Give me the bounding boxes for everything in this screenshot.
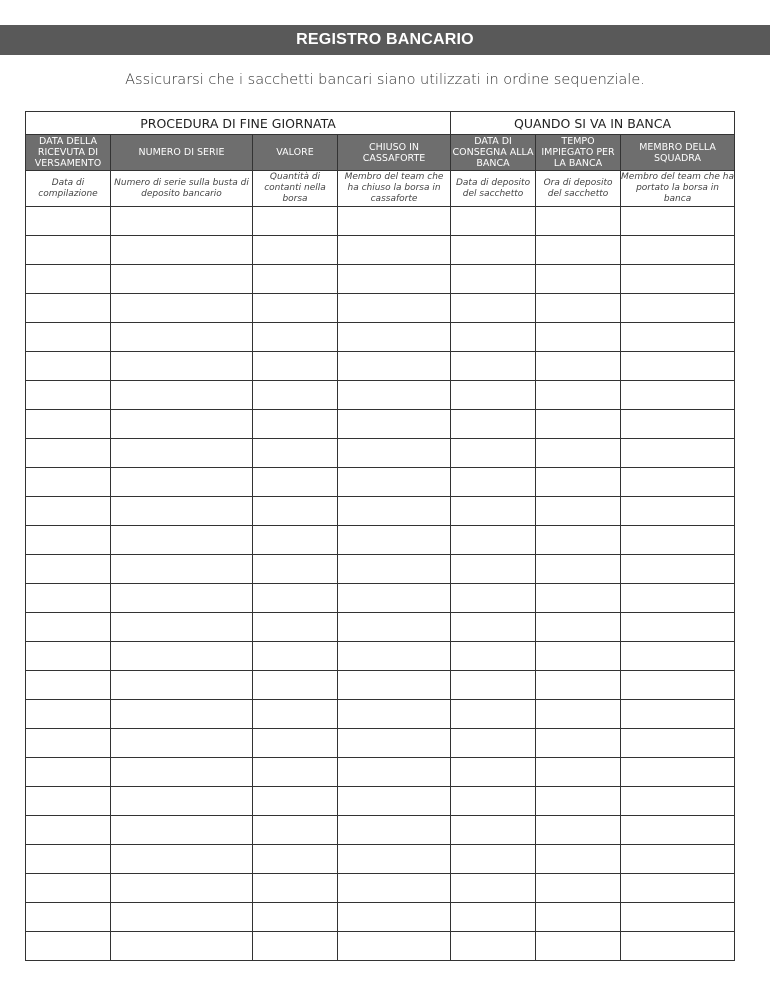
- column-header-value: VALORE: [253, 135, 338, 171]
- entry-cell[interactable]: [536, 845, 621, 874]
- entry-cell[interactable]: [536, 932, 621, 961]
- entry-cell[interactable]: [111, 207, 253, 236]
- entry-cell[interactable]: [621, 932, 735, 961]
- entry-cell[interactable]: [26, 642, 111, 671]
- entry-cell[interactable]: [26, 439, 111, 468]
- entry-cell[interactable]: [451, 758, 536, 787]
- entry-cell[interactable]: [338, 497, 451, 526]
- entry-cell[interactable]: [621, 236, 735, 265]
- column-description: Data di compilazione: [26, 171, 111, 207]
- entry-cell[interactable]: [536, 758, 621, 787]
- table-row: [26, 903, 735, 932]
- entry-cell[interactable]: [451, 584, 536, 613]
- entry-cell[interactable]: [111, 526, 253, 555]
- entry-cell[interactable]: [338, 787, 451, 816]
- column-description: Membro del team che ha chiuso la borsa in cassaforte: [338, 171, 451, 207]
- entry-cell[interactable]: [253, 758, 338, 787]
- entry-cell[interactable]: [253, 410, 338, 439]
- entry-cell[interactable]: [26, 265, 111, 294]
- entry-cell[interactable]: [621, 729, 735, 758]
- entry-cell[interactable]: [111, 468, 253, 497]
- table-row: [26, 468, 735, 497]
- entry-cell[interactable]: [253, 787, 338, 816]
- entry-cell[interactable]: [111, 671, 253, 700]
- column-header-team-member: MEMBRO DELLA SQUADRA: [621, 135, 735, 171]
- table-body: [26, 207, 735, 961]
- entry-cell[interactable]: [451, 526, 536, 555]
- entry-cell[interactable]: [451, 729, 536, 758]
- entry-cell[interactable]: [26, 584, 111, 613]
- entry-cell[interactable]: [338, 236, 451, 265]
- group-header-row: [26, 112, 735, 135]
- entry-cell[interactable]: [253, 236, 338, 265]
- entry-cell[interactable]: [451, 816, 536, 845]
- table-row: [26, 352, 735, 381]
- entry-cell[interactable]: [338, 294, 451, 323]
- entry-cell[interactable]: [253, 584, 338, 613]
- table-row: [26, 555, 735, 584]
- column-description: Quantità di contanti nella borsa: [253, 171, 338, 207]
- entry-cell[interactable]: [536, 265, 621, 294]
- entry-cell[interactable]: [253, 642, 338, 671]
- entry-cell[interactable]: [536, 555, 621, 584]
- entry-cell[interactable]: [621, 613, 735, 642]
- entry-cell[interactable]: [451, 265, 536, 294]
- entry-cell[interactable]: [253, 816, 338, 845]
- entry-cell[interactable]: [536, 294, 621, 323]
- entry-cell[interactable]: [621, 526, 735, 555]
- entry-cell[interactable]: [26, 932, 111, 961]
- entry-cell[interactable]: [338, 526, 451, 555]
- entry-cell[interactable]: [451, 381, 536, 410]
- entry-cell[interactable]: [111, 584, 253, 613]
- table-row: [26, 613, 735, 642]
- entry-cell[interactable]: [26, 845, 111, 874]
- entry-cell[interactable]: [621, 642, 735, 671]
- table-row: [26, 845, 735, 874]
- table-row: [26, 642, 735, 671]
- entry-cell[interactable]: [451, 236, 536, 265]
- entry-cell[interactable]: [621, 352, 735, 381]
- bank-log-table: [25, 111, 735, 961]
- entry-cell[interactable]: [111, 874, 253, 903]
- entry-cell[interactable]: [111, 758, 253, 787]
- entry-cell[interactable]: [338, 729, 451, 758]
- entry-cell[interactable]: [621, 671, 735, 700]
- entry-cell[interactable]: [536, 729, 621, 758]
- entry-cell[interactable]: [621, 555, 735, 584]
- entry-cell[interactable]: [451, 323, 536, 352]
- entry-cell[interactable]: [338, 207, 451, 236]
- table-row: [26, 671, 735, 700]
- entry-cell[interactable]: [26, 352, 111, 381]
- entry-cell[interactable]: [536, 787, 621, 816]
- entry-cell[interactable]: [253, 323, 338, 352]
- entry-cell[interactable]: [26, 323, 111, 352]
- entry-cell[interactable]: [338, 352, 451, 381]
- entry-cell[interactable]: [621, 816, 735, 845]
- entry-cell[interactable]: [536, 236, 621, 265]
- entry-cell[interactable]: [111, 410, 253, 439]
- entry-cell[interactable]: [338, 468, 451, 497]
- entry-cell[interactable]: [253, 613, 338, 642]
- entry-cell[interactable]: [253, 207, 338, 236]
- entry-cell[interactable]: [451, 874, 536, 903]
- entry-cell[interactable]: [451, 497, 536, 526]
- entry-cell[interactable]: [26, 671, 111, 700]
- entry-cell[interactable]: [536, 323, 621, 352]
- table-row: [26, 526, 735, 555]
- entry-cell[interactable]: [253, 845, 338, 874]
- column-header-row: [26, 135, 735, 171]
- entry-cell[interactable]: [26, 410, 111, 439]
- entry-cell[interactable]: [253, 555, 338, 584]
- entry-cell[interactable]: [621, 700, 735, 729]
- entry-cell[interactable]: [253, 903, 338, 932]
- entry-cell[interactable]: [338, 816, 451, 845]
- column-description: Data di deposito del sacchetto: [451, 171, 536, 207]
- entry-cell[interactable]: [253, 700, 338, 729]
- entry-cell[interactable]: [111, 932, 253, 961]
- entry-cell[interactable]: [451, 932, 536, 961]
- entry-cell[interactable]: [111, 555, 253, 584]
- entry-cell[interactable]: [536, 468, 621, 497]
- entry-cell[interactable]: [536, 903, 621, 932]
- column-header-time-spent: TEMPO IMPIEGATO PER LA BANCA: [536, 135, 621, 171]
- entry-cell[interactable]: [621, 323, 735, 352]
- entry-cell[interactable]: [621, 903, 735, 932]
- entry-cell[interactable]: [451, 613, 536, 642]
- column-description: Numero di serie sulla busta di deposito bancario: [111, 171, 253, 207]
- table-row: [26, 410, 735, 439]
- entry-cell[interactable]: [536, 352, 621, 381]
- table-row: [26, 932, 735, 961]
- entry-cell[interactable]: [253, 352, 338, 381]
- entry-cell[interactable]: [26, 294, 111, 323]
- entry-cell[interactable]: [621, 497, 735, 526]
- entry-cell[interactable]: [111, 903, 253, 932]
- table-row: [26, 700, 735, 729]
- entry-cell[interactable]: [451, 410, 536, 439]
- entry-cell[interactable]: [338, 439, 451, 468]
- entry-cell[interactable]: [26, 526, 111, 555]
- entry-cell[interactable]: [536, 613, 621, 642]
- entry-cell[interactable]: [536, 642, 621, 671]
- entry-cell[interactable]: [536, 439, 621, 468]
- entry-cell[interactable]: [111, 613, 253, 642]
- group-end-of-day: PROCEDURA DI FINE GIORNATA: [26, 112, 451, 135]
- entry-cell[interactable]: [451, 294, 536, 323]
- entry-cell[interactable]: [451, 903, 536, 932]
- entry-cell[interactable]: [536, 207, 621, 236]
- column-header-serial-number: NUMERO DI SERIE: [111, 135, 253, 171]
- table-row: [26, 236, 735, 265]
- entry-cell[interactable]: [253, 671, 338, 700]
- entry-cell[interactable]: [111, 352, 253, 381]
- table-row: [26, 584, 735, 613]
- entry-cell[interactable]: [621, 584, 735, 613]
- entry-cell[interactable]: [253, 381, 338, 410]
- entry-cell[interactable]: [338, 381, 451, 410]
- entry-cell[interactable]: [536, 381, 621, 410]
- entry-cell[interactable]: [111, 497, 253, 526]
- entry-cell[interactable]: [26, 874, 111, 903]
- entry-cell[interactable]: [26, 497, 111, 526]
- entry-cell[interactable]: [536, 874, 621, 903]
- entry-cell[interactable]: [26, 816, 111, 845]
- entry-cell[interactable]: [621, 758, 735, 787]
- entry-cell[interactable]: [338, 613, 451, 642]
- entry-cell[interactable]: [621, 207, 735, 236]
- entry-cell[interactable]: [536, 700, 621, 729]
- entry-cell[interactable]: [338, 874, 451, 903]
- entry-cell[interactable]: [253, 265, 338, 294]
- entry-cell[interactable]: [338, 584, 451, 613]
- table-row: [26, 323, 735, 352]
- entry-cell[interactable]: [26, 700, 111, 729]
- entry-cell[interactable]: [621, 787, 735, 816]
- entry-cell[interactable]: [253, 526, 338, 555]
- column-header-locked-in-safe: CHIUSO IN CASSAFORTE: [338, 135, 451, 171]
- entry-cell[interactable]: [621, 468, 735, 497]
- table-row: [26, 787, 735, 816]
- entry-cell[interactable]: [621, 439, 735, 468]
- entry-cell[interactable]: [451, 700, 536, 729]
- entry-cell[interactable]: [621, 845, 735, 874]
- column-header-date-receipt: DATA DELLA RICEVUTA DI VERSAMENTO: [26, 135, 111, 171]
- entry-cell[interactable]: [451, 555, 536, 584]
- table-row: [26, 294, 735, 323]
- entry-cell[interactable]: [536, 497, 621, 526]
- entry-cell[interactable]: [338, 700, 451, 729]
- entry-cell[interactable]: [451, 642, 536, 671]
- table-row: [26, 729, 735, 758]
- page-title: REGISTRO BANCARIO: [0, 25, 770, 55]
- entry-cell[interactable]: [111, 787, 253, 816]
- entry-cell[interactable]: [536, 526, 621, 555]
- entry-cell[interactable]: [253, 468, 338, 497]
- entry-cell[interactable]: [338, 671, 451, 700]
- entry-cell[interactable]: [621, 381, 735, 410]
- table-row: [26, 758, 735, 787]
- entry-cell[interactable]: [451, 671, 536, 700]
- page-subtitle: Assicurarsi che i sacchetti bancari siano utilizzati in ordine sequenziale.: [125, 72, 645, 88]
- table-row: [26, 439, 735, 468]
- entry-cell[interactable]: [621, 874, 735, 903]
- table-row: [26, 207, 735, 236]
- table-row: [26, 265, 735, 294]
- entry-cell[interactable]: [338, 845, 451, 874]
- entry-cell[interactable]: [253, 294, 338, 323]
- table-row: [26, 497, 735, 526]
- entry-cell[interactable]: [338, 903, 451, 932]
- entry-cell[interactable]: [338, 642, 451, 671]
- entry-cell[interactable]: [621, 294, 735, 323]
- entry-cell[interactable]: [26, 729, 111, 758]
- entry-cell[interactable]: [536, 584, 621, 613]
- group-going-to-bank: QUANDO SI VA IN BANCA: [451, 112, 735, 135]
- entry-cell[interactable]: [253, 439, 338, 468]
- entry-cell[interactable]: [451, 787, 536, 816]
- entry-cell[interactable]: [253, 932, 338, 961]
- entry-cell[interactable]: [338, 265, 451, 294]
- column-description: Membro del team che ha portato la borsa in banca: [621, 171, 735, 207]
- entry-cell[interactable]: [451, 352, 536, 381]
- column-header-delivery-date: DATA DI CONSEGNA ALLA BANCA: [452, 136, 534, 169]
- entry-cell[interactable]: [111, 323, 253, 352]
- entry-cell[interactable]: [111, 642, 253, 671]
- entry-cell[interactable]: [26, 207, 111, 236]
- entry-cell[interactable]: [26, 613, 111, 642]
- table-row: [26, 874, 735, 903]
- entry-cell[interactable]: [338, 758, 451, 787]
- entry-cell[interactable]: [338, 410, 451, 439]
- entry-cell[interactable]: [536, 410, 621, 439]
- entry-cell[interactable]: [26, 236, 111, 265]
- entry-cell[interactable]: [111, 729, 253, 758]
- table-row: [26, 381, 735, 410]
- table-row: [26, 816, 735, 845]
- entry-cell[interactable]: [253, 874, 338, 903]
- entry-cell[interactable]: [338, 323, 451, 352]
- entry-cell[interactable]: [111, 265, 253, 294]
- entry-cell[interactable]: [26, 555, 111, 584]
- entry-cell[interactable]: [26, 758, 111, 787]
- entry-cell[interactable]: [451, 845, 536, 874]
- column-description-row: [26, 171, 735, 207]
- entry-cell[interactable]: [111, 700, 253, 729]
- entry-cell[interactable]: [111, 439, 253, 468]
- entry-cell[interactable]: [338, 932, 451, 961]
- entry-cell[interactable]: [111, 845, 253, 874]
- entry-cell[interactable]: [26, 903, 111, 932]
- entry-cell[interactable]: [111, 381, 253, 410]
- entry-cell[interactable]: [111, 816, 253, 845]
- entry-cell[interactable]: [26, 787, 111, 816]
- entry-cell[interactable]: [536, 671, 621, 700]
- entry-cell[interactable]: [451, 468, 536, 497]
- entry-cell[interactable]: [536, 816, 621, 845]
- entry-cell[interactable]: [621, 410, 735, 439]
- entry-cell[interactable]: [338, 555, 451, 584]
- column-description: Ora di deposito del sacchetto: [536, 171, 621, 207]
- entry-cell[interactable]: [621, 265, 735, 294]
- entry-cell[interactable]: [253, 497, 338, 526]
- entry-cell[interactable]: [111, 236, 253, 265]
- entry-cell[interactable]: [26, 468, 111, 497]
- entry-cell[interactable]: [451, 207, 536, 236]
- entry-cell[interactable]: [253, 729, 338, 758]
- entry-cell[interactable]: [451, 439, 536, 468]
- entry-cell[interactable]: [111, 294, 253, 323]
- entry-cell[interactable]: [26, 381, 111, 410]
